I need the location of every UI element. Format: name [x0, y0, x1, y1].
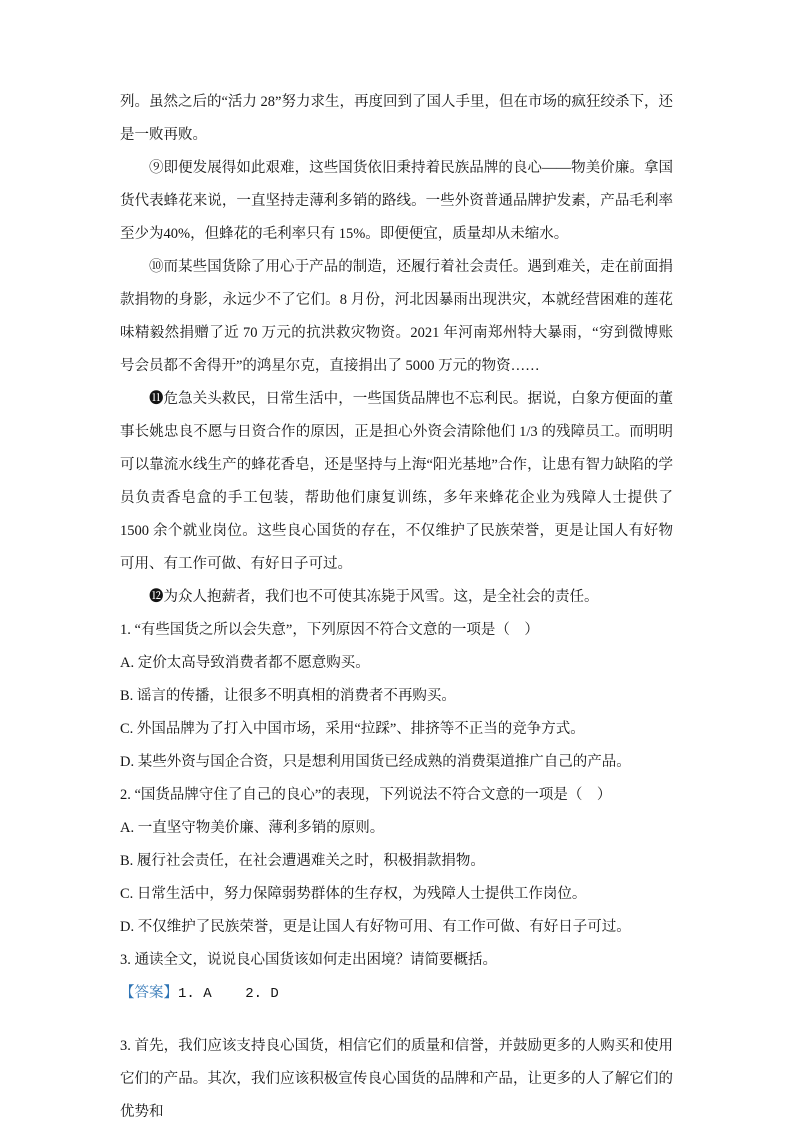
- answer-values: 1. A 2. D: [178, 986, 279, 1002]
- question-1-option-c: C. 外国品牌为了打入中国市场，采用“拉踩”、排挤等不正当的竞争方式。: [120, 721, 585, 737]
- question-2-option-a: A. 一直坚守物美价廉、薄利多销的原则。: [120, 820, 385, 836]
- question-1-option-d: D. 某些外资与国企合资，只是想利用国货已经成熟的消费渠道推广自己的产品。: [120, 754, 631, 770]
- body-paragraph-9: ⑨即便发展得如此艰难，这些国货依旧秉持着民族品牌的良心——物美价廉。拿国货代表蜂花来说，一直坚持走薄利多销的路线。一些外资普通品牌护发素，产品毛利率至少为40%，但蜂花的毛利率只有 15%。即便便宜，质量却从未缩水。: [120, 160, 673, 242]
- answer-paragraph-3: 3. 首先，我们应该支持良心国货，相信它们的质量和信誉，并鼓励更多的人购买和使用它们的产品。其次，我们应该积极宣传良心国货的品牌和产品，让更多的人了解它们的优势和: [120, 1038, 673, 1120]
- body-paragraph-10: ⑩而某些国货除了用心于产品的制造，还履行着社会责任。遇到难关，走在前面捐款捐物的身影，永远少不了它们。8 月份，河北因暴雨出现洪灾，本就经营困难的莲花味精毅然捐赠了近 70 万元的抗洪救灾物资。2021 年河南郑州特大暴雨，“穷到微博账号会员都不舍得开”的鸿星尔克，直接捐出了 5000 万元的物资……: [120, 259, 673, 374]
- answer-label: 【答案】: [120, 985, 178, 1001]
- body-paragraph-12: ⓬为众人抱薪者，我们也不可使其冻毙于风雪。这，是全社会的责任。: [149, 589, 599, 605]
- question-2-option-b: B. 履行社会责任，在社会遭遇难关之时，积极捐款捐物。: [120, 853, 485, 869]
- question-2-option-d: D. 不仅维护了民族荣誉，更是让国人有好物可用、有工作可做、有好日子可过。: [120, 919, 631, 935]
- question-3-stem: 3. 通读全文，说说良心国货该如何走出困境？请简要概括。: [120, 952, 497, 968]
- question-1-option-b: B. 谣言的传播，让很多不明真相的消费者不再购买。: [120, 688, 456, 704]
- question-1-stem: 1. “有些国货之所以会失意”，下列原因不符合文意的一项是（ ）: [120, 622, 539, 638]
- answer-line: [120, 977, 673, 1011]
- question-2-stem: 2. “国货品牌守住了自己的良心”的表现，下列说法不符合文意的一项是（ ）: [120, 787, 612, 803]
- question-1-option-a: A. 定价太高导致消费者都不愿意购买。: [120, 655, 370, 671]
- body-paragraph-continuation: 列。虽然之后的“活力 28”努力求生，再度回到了国人手里，但在市场的疯狂绞杀下，还是一败再败。: [120, 94, 673, 143]
- question-2-option-c: C. 日常生活中，努力保障弱势群体的生存权，为残障人士提供工作岗位。: [120, 886, 587, 902]
- body-paragraph-11: ⓫危急关头救民，日常生活中，一些国货品牌也不忘利民。据说，白象方便面的董事长姚忠良不愿与日资合作的原因，正是担心外资会清除他们 1/3 的残障员工。而明明可以靠流水线生产的蜂花香皂，还是坚持与上海“阳光基地”合作，让患有智力缺陷的学员负责香皂盒的手工包装，帮助他们康复训练，多年来蜂花企业为残障人士提供了 1500 余个就业岗位。这些良心国货的存在，不仅维护了民族荣誉，更是让国人有好物可用、有工作可做、有好日子可过。: [120, 391, 673, 572]
